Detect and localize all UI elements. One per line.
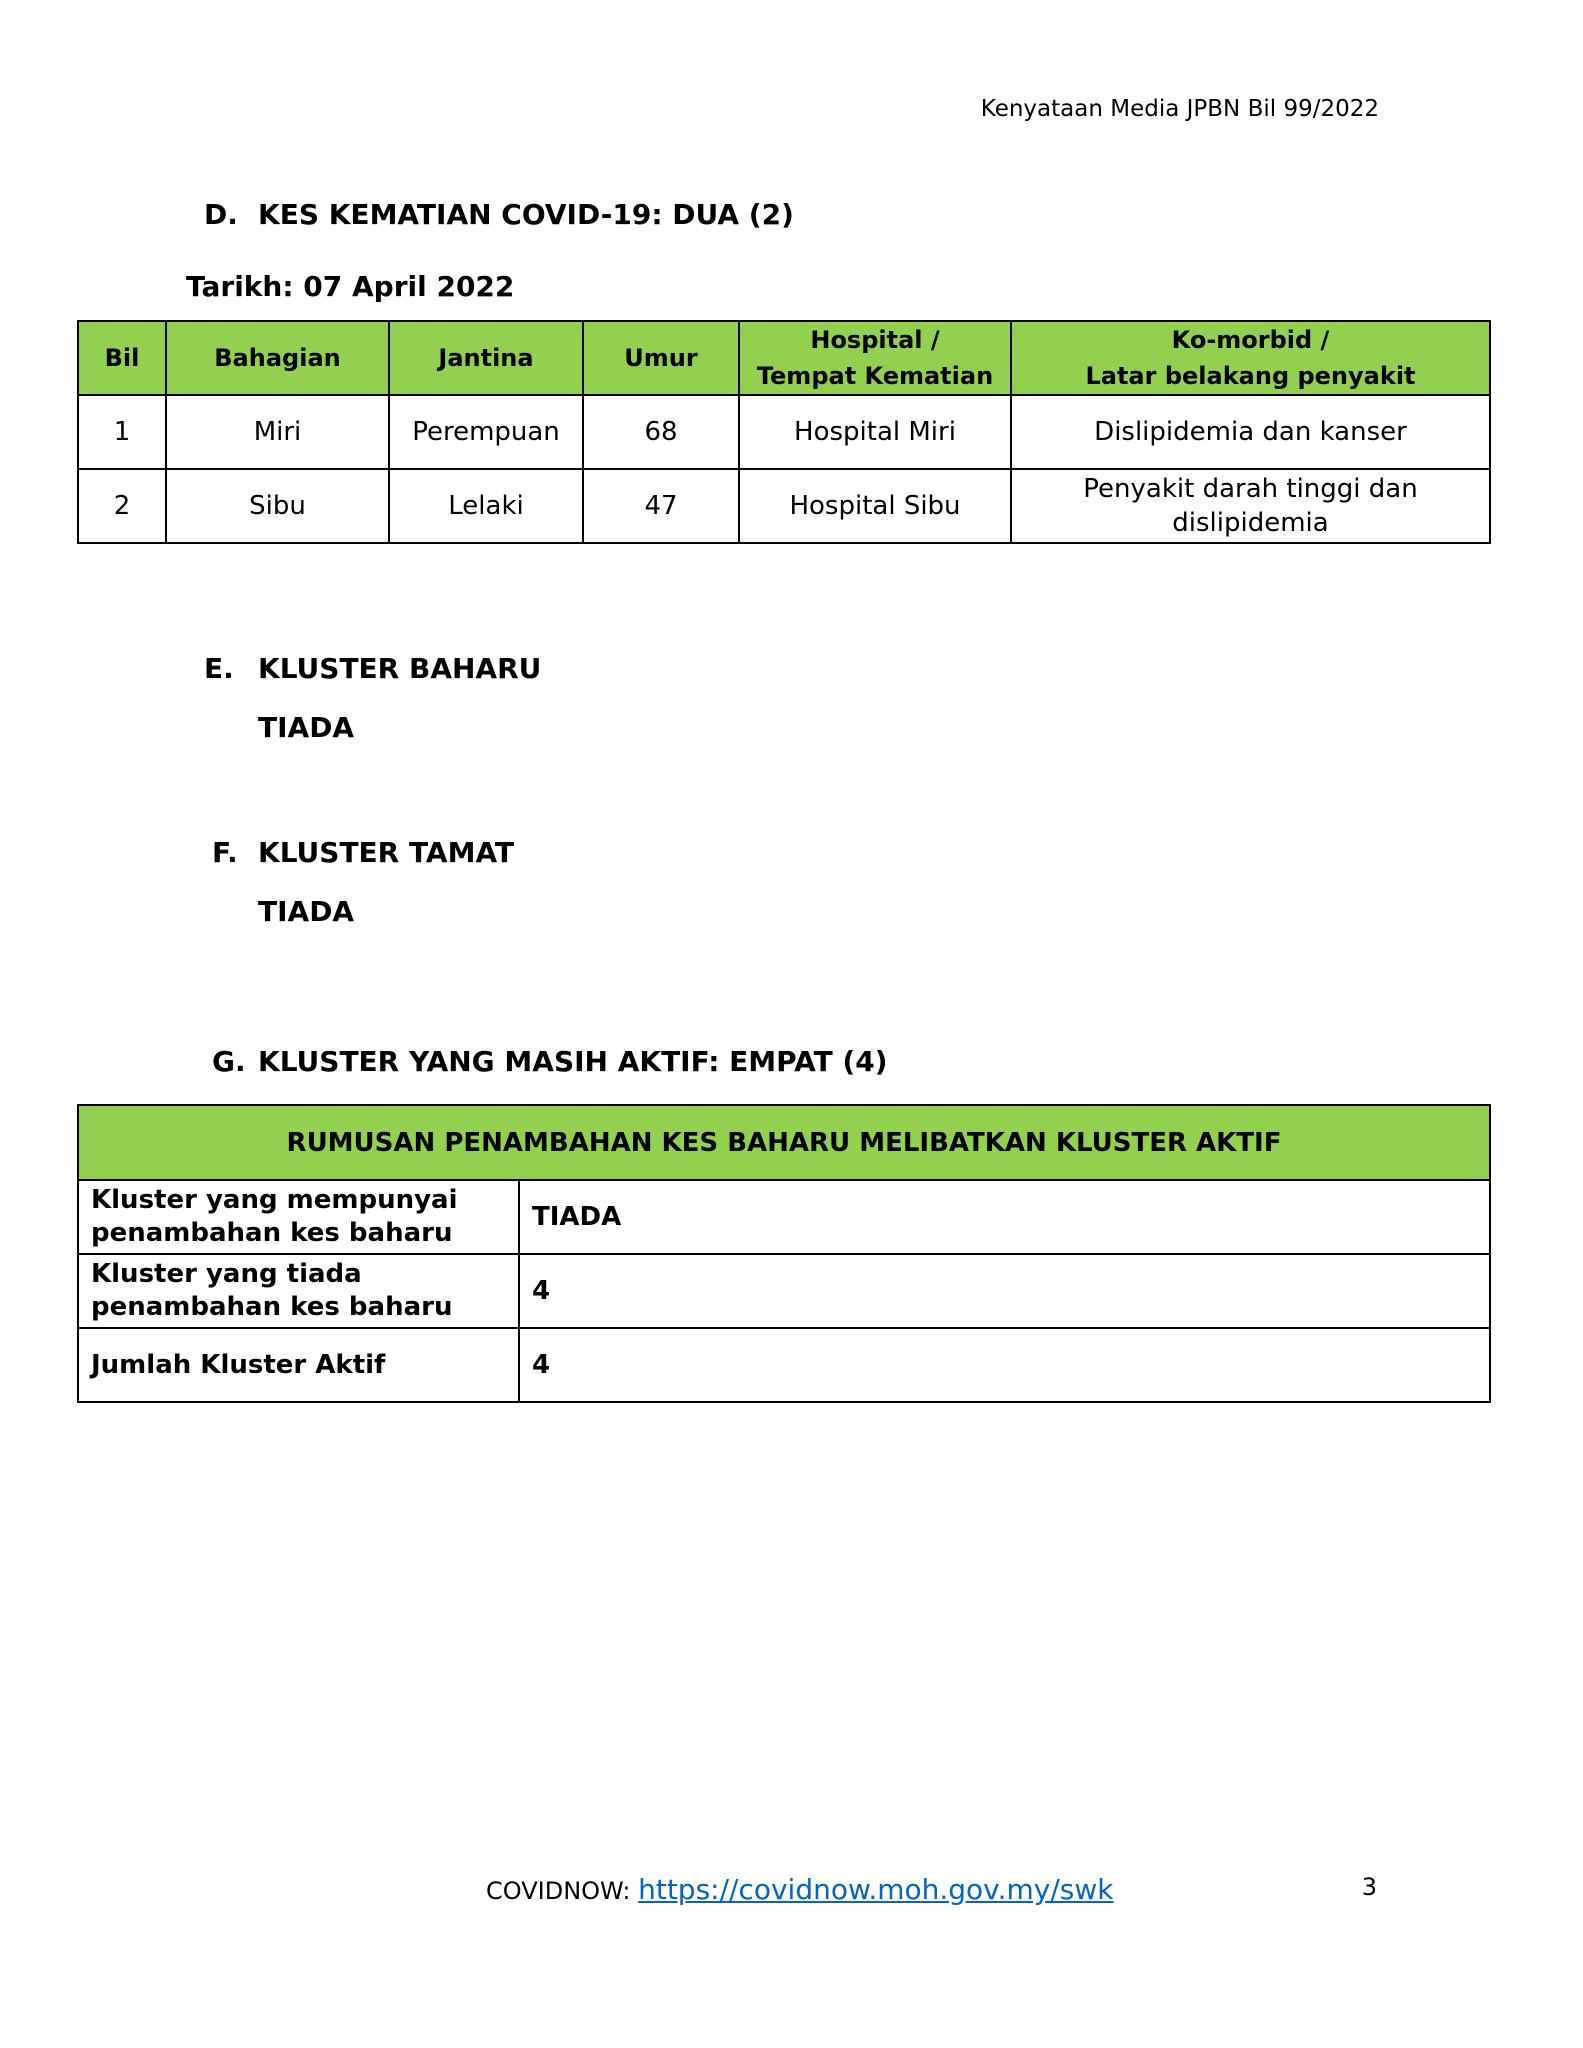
header-jantina: Jantina [389,321,583,395]
section-e-heading [204,652,541,685]
header-bahagian: Bahagian [166,321,389,395]
section-g-title: KLUSTER YANG MASIH AKTIF: EMPAT (4) [258,1045,888,1078]
cluster-row-label-line-1: Kluster yang mempunyai [91,1185,458,1215]
deaths-table [77,320,1491,544]
cell-komorbid-line-1: Penyakit darah tinggi dan [1083,474,1418,504]
table-row [78,1180,1490,1254]
page-number: 3 [1361,1873,1377,1901]
cell-umur: 47 [583,469,739,543]
cluster-row-value: TIADA [519,1180,1490,1254]
section-d-title: KES KEMATIAN COVID-19: DUA (2) [258,198,794,231]
section-e-letter: E. [204,652,234,685]
table-row [78,1254,1490,1328]
active-cluster-summary-table [77,1104,1491,1403]
cell-hospital: Hospital Miri [739,395,1011,469]
cluster-row-label-line-1: Jumlah Kluster Aktif [91,1349,386,1380]
cell-komorbid-line-1: Dislipidemia dan kanser [1094,417,1407,447]
cell-bil: 1 [78,395,166,469]
cell-umur: 68 [583,395,739,469]
header-komorbid [1011,321,1490,395]
cluster-table-heading-row [78,1105,1490,1180]
cell-jantina: Perempuan [389,395,583,469]
cluster-row-label-line-1: Kluster yang tiada [91,1259,362,1289]
cluster-row-label [78,1180,519,1254]
header-bil: Bil [78,321,166,395]
section-d-letter: D. [204,198,238,231]
cluster-row-value: 4 [519,1328,1490,1402]
section-g-heading [212,1045,888,1078]
section-g-letter: G. [212,1045,246,1078]
section-f-letter: F. [212,836,238,869]
section-f-title: KLUSTER TAMAT [258,836,515,869]
header-hospital [739,321,1011,395]
document-reference: Kenyataan Media JPBN Bil 99/2022 [980,96,1379,122]
section-e-body: TIADA [258,711,355,744]
cluster-table-heading: RUMUSAN PENAMBAHAN KES BAHARU MELIBATKAN KLUSTER AKTIF [78,1105,1490,1180]
cluster-row-label-line-2: penambahan kes baharu [91,1218,453,1248]
section-f-heading [212,836,514,869]
cell-jantina: Lelaki [389,469,583,543]
header-hospital-line-2: Tempat Kematian [756,362,994,390]
table-row [78,1328,1490,1402]
death-report-date: Tarikh: 07 April 2022 [186,270,515,303]
cluster-row-label-line-2: penambahan kes baharu [91,1292,453,1322]
table-row [78,395,1490,469]
cell-komorbid [1011,469,1490,543]
cell-bahagian: Sibu [166,469,389,543]
cell-komorbid-line-2: dislipidemia [1172,508,1329,538]
cell-bahagian: Miri [166,395,389,469]
header-komorbid-line-1: Ko-morbid / [1171,326,1330,354]
cluster-row-label [78,1254,519,1328]
header-hospital-line-1: Hospital / [810,326,940,354]
cell-bil: 2 [78,469,166,543]
footer-prefix: COVIDNOW: [486,1877,639,1905]
section-e-title: KLUSTER BAHARU [258,652,542,685]
covidnow-link[interactable]: https://covidnow.moh.gov.my/swk [638,1873,1114,1906]
section-f-body: TIADA [258,895,355,928]
cluster-row-value: 4 [519,1254,1490,1328]
header-umur: Umur [583,321,739,395]
section-d-heading [204,198,794,231]
cluster-row-label [78,1328,519,1402]
cell-hospital: Hospital Sibu [739,469,1011,543]
deaths-table-header-row [78,321,1490,395]
cell-komorbid [1011,395,1490,469]
header-komorbid-line-2: Latar belakang penyakit [1085,362,1416,390]
table-row [78,469,1490,543]
footer [486,1873,1113,1906]
